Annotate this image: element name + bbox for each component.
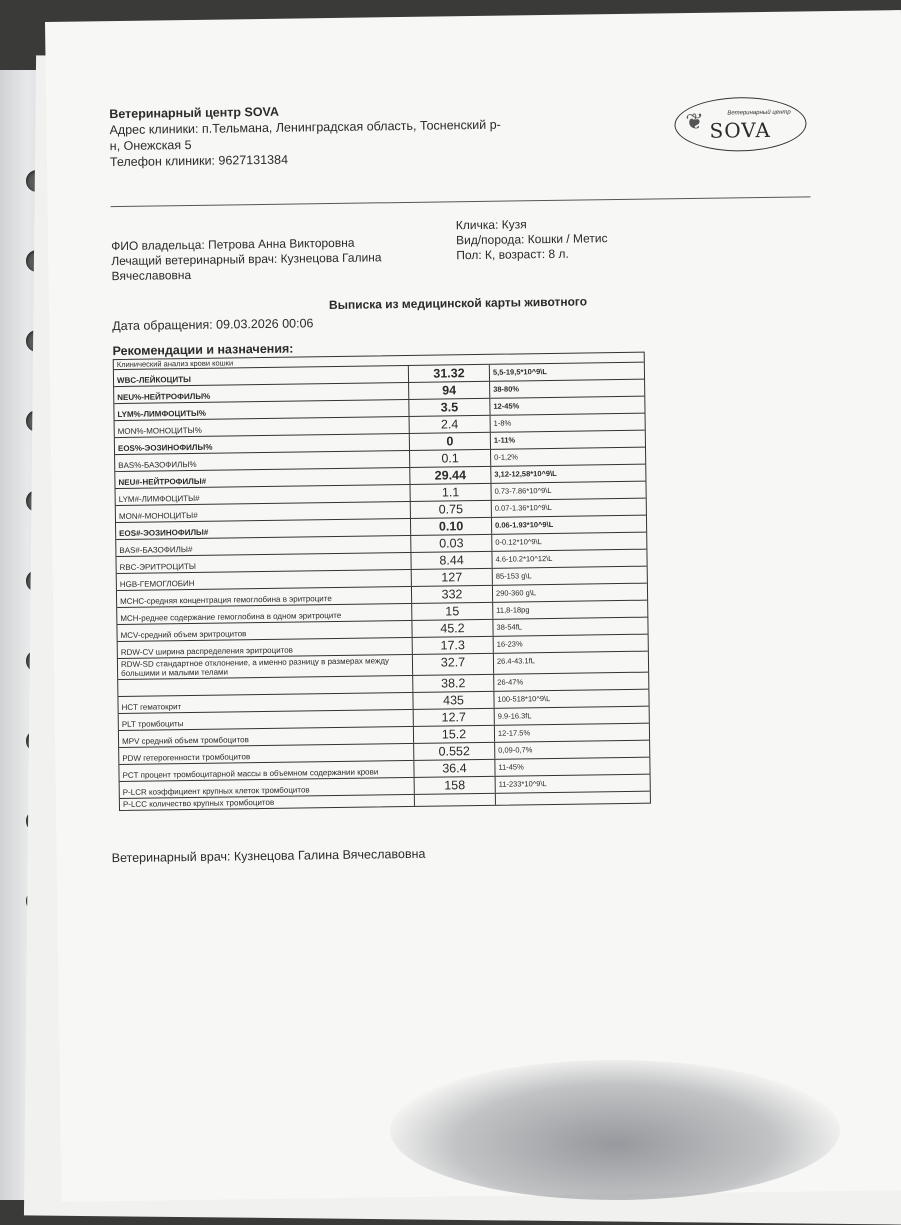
parameter-value: 0 [409, 433, 491, 450]
reference-range: 4.6-10.2*10^12\L [495, 553, 553, 564]
clinic-address: Адрес клиники: п.Тельмана, Ленинградская область, Тосненский р- [109, 117, 501, 138]
parameter-value: 45.2 [411, 620, 493, 637]
reference-range: 0.73-7.86*10^9\L [494, 485, 552, 496]
parameter-value: 36.4 [413, 760, 495, 777]
pet-sex-age: Пол: К, возраст: 8 л. [456, 246, 569, 263]
parameter-value: 12.7 [413, 709, 495, 726]
reference-range: 1-8% [493, 418, 512, 428]
pet-name: Кличка: Кузя [455, 217, 527, 233]
parameter-name: LYM%-ЛИМФОЦИТЫ% [117, 408, 206, 420]
pet-block [456, 216, 608, 263]
reference-range: 0-0.12*10^9\L [495, 537, 542, 547]
parameter-name: HCT гематокрит [121, 702, 182, 712]
parameter-name: EOS#-ЭОЗИНОФИЛЫ# [119, 527, 209, 539]
parameter-value: 94 [408, 382, 490, 399]
parameter-name: MON%-МОНОЦИТЫ% [117, 425, 202, 437]
reference-range: 11-233*10^9\L [498, 779, 547, 789]
logo-subtext: Ветеринарный центр [727, 109, 791, 117]
reference-range: 290-360 g\L [495, 588, 537, 598]
parameter-name: PDW гетерогенности тромбоцитов [122, 752, 251, 763]
parameter-name: NEU#-НЕЙТРОФИЛЫ# [118, 476, 207, 488]
parameter-value: 0.10 [410, 518, 492, 535]
visit-date: Дата обращения: 09.03.2026 00:06 [112, 316, 314, 334]
parameter-name: RDW-CV ширина распределения эритроцитов [120, 645, 293, 658]
parameter-value: 17.3 [412, 637, 494, 654]
reference-range: 100-518*10^9\L [497, 694, 551, 704]
reference-range [496, 792, 650, 805]
hand-shadow [390, 1060, 840, 1200]
parameter-value: 0.1 [409, 450, 491, 467]
parameter-name: NEU%-НЕЙТРОФИЛЫ% [117, 391, 211, 403]
parameter-name: MCHC-средняя концентрация гемоглобина в эритроците [120, 594, 332, 607]
reference-range: 0,09-0,7% [498, 745, 533, 755]
parameter-name: RBC-ЭРИТРОЦИТЫ [119, 561, 196, 573]
document-sheet [45, 10, 901, 1202]
signature-line: Ветеринарный врач: Кузнецова Галина Вячеславовна [111, 846, 426, 866]
parameter-value: 1.1 [409, 484, 491, 501]
parameter-name: EOS%-ЭОЗИНОФИЛЫ% [117, 442, 213, 454]
parameter-value: 29.44 [409, 467, 491, 484]
parameter-name: MCH-реднее содержание гемоглобина в одном эритроците [120, 610, 342, 624]
owl-icon: ❦ [685, 108, 705, 135]
reference-range: 5,5-19,5*10^9\L [492, 367, 547, 377]
parameter-value: 38.2 [412, 675, 494, 692]
table-body [114, 363, 650, 810]
parameter-value: 158 [414, 777, 496, 794]
parameter-value: 15.2 [413, 726, 495, 743]
parameter-name: BAS#-БАЗОФИЛЫ# [119, 544, 193, 556]
clinic-name: Ветеринарный центр SOVA [109, 104, 280, 122]
logo-text: SOVA [709, 117, 772, 143]
reference-range: 1-11% [493, 435, 516, 445]
clinic-address-cont: н, Онежская 5 [109, 137, 192, 154]
pet-breed: Вид/порода: Кошки / Метис [455, 231, 608, 248]
reference-range: 12-45% [493, 401, 520, 411]
table-caption: Клинический анализ крови кошки [114, 353, 644, 370]
doctor-name: Лечащий ветеринарный врач: Кузнецова Галина [111, 250, 382, 269]
parameter-value: 2.4 [409, 416, 491, 433]
parameter-name: PCT процент тромбоцитарной массы в объемном содержании крови [122, 767, 379, 780]
parameter-name: MPV средний объем тромбоцитов [121, 735, 249, 746]
reference-range: 11-45% [498, 762, 524, 772]
parameter-name: HGB-ГЕМОГЛОБИН [119, 578, 195, 590]
parameter-name: MON#-МОНОЦИТЫ# [118, 510, 198, 522]
clinic-header [109, 101, 501, 170]
parameter-name: WBC-ЛЕЙКОЦИТЫ [116, 374, 191, 386]
section-title: Рекомендации и назначения: [112, 341, 294, 359]
parameter-value: 8.44 [410, 552, 492, 569]
reference-range: 11,8-18pg [496, 605, 530, 615]
reference-range: 26-47% [497, 677, 524, 687]
parameter-name: RDW-SD стандартное отклонение, а именно разницу в размерах между большими и малыми телами [120, 656, 390, 679]
parameter-name: MCV-средний объем эритроцитов [120, 629, 247, 641]
reference-range: 3,12-12,58*10^9\L [494, 468, 557, 479]
parameter-name: P-LCR коэффициент крупных клеток тромбоцитов [122, 785, 310, 797]
reference-range: 16-23% [496, 639, 523, 649]
reference-range: 38-80% [493, 384, 520, 394]
reference-range: 26.4-43.1fL [496, 656, 535, 666]
parameter-value: 15 [411, 603, 493, 620]
document-title: Выписка из медицинской карты животного [328, 294, 588, 313]
blood-test-table [113, 352, 651, 811]
doctor-name-cont: Вячеславовна [111, 267, 192, 284]
parameter-name: PLT тромбоциты [121, 719, 184, 729]
parameter-value: 31.32 [408, 365, 490, 382]
parameter-name: BAS%-БАЗОФИЛЫ% [118, 459, 197, 471]
owner-name: ФИО владельца: Петрова Анна Викторовна [111, 235, 355, 254]
parameter-value: 0.03 [410, 535, 492, 552]
reference-range: 0-1,2% [494, 452, 518, 462]
clinic-logo [674, 96, 807, 152]
reference-range: 9.9-16.3fL [497, 711, 532, 721]
owner-block [111, 235, 412, 284]
parameter-value: 32.7 [412, 654, 494, 675]
clinic-phone: Телефон клиники: 9627131384 [109, 152, 289, 170]
reference-range: 85-153 g\L [495, 571, 532, 581]
parameter-name: P-LCC количество крупных тромбоцитов [122, 797, 275, 809]
reference-range: 0.07-1.36*10^9\L [494, 502, 552, 513]
parameter-value: 435 [412, 692, 494, 709]
parameter-value: 0.75 [410, 501, 492, 518]
parameter-value: 127 [411, 569, 493, 586]
parameter-value: 0.552 [413, 743, 495, 760]
parameter-name: LYM#-ЛИМФОЦИТЫ# [118, 493, 200, 505]
reference-range: 0.06-1.93*10^9\L [495, 519, 554, 530]
parameter-value [414, 794, 496, 806]
reference-range: 38-54fL [496, 622, 522, 632]
parameter-value: 332 [411, 586, 493, 603]
reference-range: 12-17.5% [497, 728, 531, 738]
parameter-value: 3.5 [408, 399, 490, 416]
header-divider [111, 196, 811, 207]
